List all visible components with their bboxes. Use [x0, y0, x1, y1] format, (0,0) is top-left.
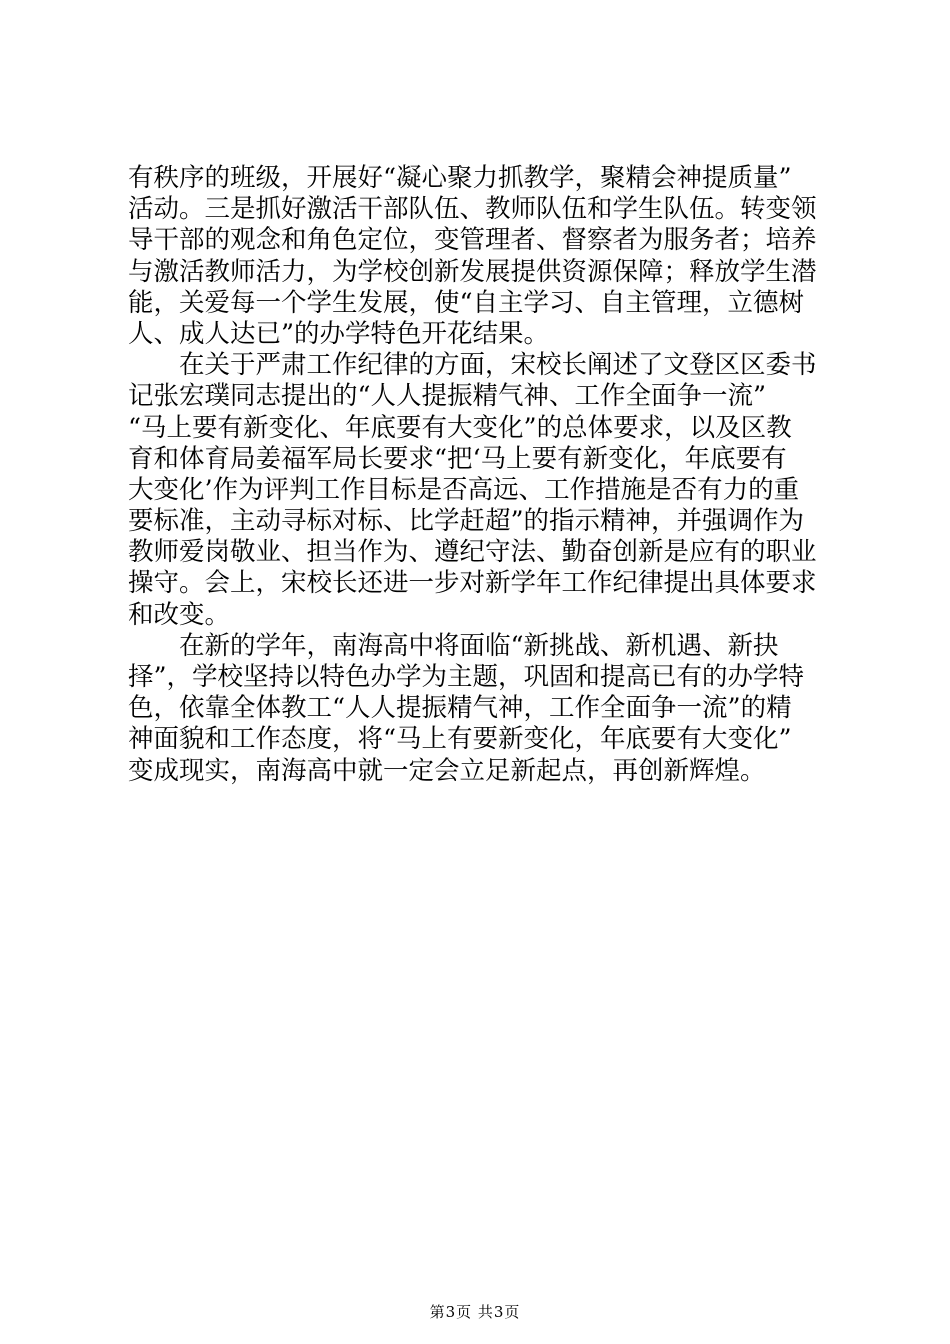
text-line: 导干部的观念和角色定位，变管理者、督察者为服务者；培养: [128, 225, 817, 256]
text-line: “马上要有新变化、年底要有大变化”的总体要求，以及区教: [128, 412, 792, 443]
text-line: 有秩序的班级，开展好“凝心聚力抓教学，聚精会神提质量”: [128, 163, 792, 193]
text-line: 在新的学年，南海高中将面临“新挑战、新机遇、新抉: [128, 630, 779, 661]
text-line: 教师爱岗敬业、担当作为、遵纪守法、勤奋创新是应有的职业: [128, 537, 817, 568]
text-line: 要标准，主动寻标对标、比学赶超”的指示精神，并强调作为: [128, 506, 805, 537]
text-line: 色，依靠全体教工“人人提振精气神，工作全面争一流”的精: [128, 693, 792, 724]
text-line: 活动。三是抓好激活干部队伍、教师队伍和学生队伍。转变领: [128, 194, 817, 225]
body-text: [128, 163, 833, 787]
text-line: 与激活教师活力，为学校创新发展提供资源保障；释放学生潜: [128, 256, 817, 287]
text-line: 操守。会上，宋校长还进一步对新学年工作纪律提出具体要求: [128, 568, 817, 599]
text-line: 择”，学校坚持以特色办学为主题，巩固和提高已有的办学特: [128, 662, 805, 692]
text-line: 大变化’作为评判工作目标是否高远、工作措施是否有力的重: [128, 474, 800, 505]
text-line: 人、成人达已”的办学特色开花结果。: [128, 318, 550, 349]
text-line: 在关于严肃工作纪律的方面，宋校长阐述了文登区区委书: [128, 350, 817, 381]
text-line: 和改变。: [128, 599, 231, 630]
text-line: 记张宏璞同志提出的“人人提振精气神、工作全面争一流”: [128, 381, 767, 412]
text-line: 育和体育局姜福军局长要求“把‘马上要有新变化，年底要有: [128, 443, 787, 474]
text-line: 能，关爱每一个学生发展，使“自主学习、自主管理，立德树: [128, 287, 805, 318]
text-line: 神面貌和工作态度，将“马上有要新变化，年底要有大变化”: [128, 724, 792, 755]
text-line: 变成现实，南海高中就一定会立足新起点，再创新辉煌。: [128, 755, 766, 786]
page-footer: 第3页 共3页: [429, 1303, 521, 1321]
